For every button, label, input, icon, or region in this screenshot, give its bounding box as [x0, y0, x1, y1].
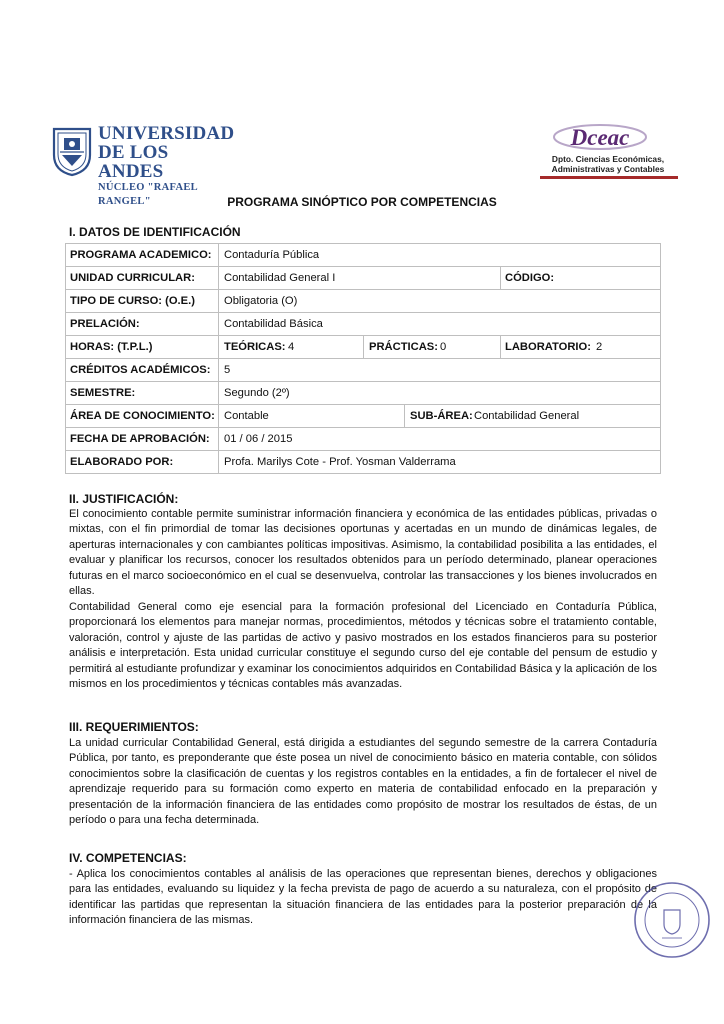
subarea-label: SUB-ÁREA: [410, 410, 473, 422]
row-horas [65, 335, 661, 358]
requerimientos-paragraph: La unidad curricular Contabilidad General, está dirigida a estudiantes del segundo semestre de la carrera Contaduría Pública, por tanto, es preponderante que éste posea un nivel de conocimiento básico en materia contable, con sólidos conocimientos sobre la clasificación de cuentas y los registros contables en la entidades, a fin de fortalecer el nivel de aprendizaje requerido para su formación como experto en materia de contabilidad enfocado en la preparación y presentación de la información financiera de las entidades como propósito de mostrar los resultados de éstas, de un período o para una fecha determinada. [69, 737, 657, 827]
department-mark: Dceac [570, 125, 630, 150]
elaborado-value: Profa. Marilys Cote - Prof. Yosman Valderrama [224, 456, 456, 468]
unidad-value: Contabilidad General I [224, 272, 336, 284]
university-seal-icon [50, 125, 94, 177]
area-value: Contable [224, 410, 269, 422]
department-logo [536, 126, 680, 180]
tipo-label: TIPO DE CURSO: (O.E.) [70, 295, 195, 307]
university-name-line1: UNIVERSIDAD [98, 123, 235, 144]
department-name-line1: Dpto. Ciencias Económicas, [551, 154, 665, 164]
horas-label: HORAS: (T.P.L.) [70, 341, 153, 353]
elaborado-label: ELABORADO POR: [70, 456, 174, 468]
row-area [65, 404, 661, 427]
area-label: ÁREA DE CONOCIMIENTO: [70, 410, 215, 422]
prelacion-label: PRELACIÓN: [70, 318, 140, 330]
row-tipo [65, 289, 661, 312]
row-semestre [65, 381, 661, 404]
unidad-label: UNIDAD CURRICULAR: [70, 272, 195, 284]
competencias-paragraph: - Aplica los conocimientos contables al análisis de las operaciones que representan bienes, derechos y obligaciones para las entidades, evaluando su liquidez y la fecha prevista de pago de acuerdo a su naturaleza, con el propósito de identificar las partidas que representan la situación financiera de las entidades para la posterior preparación de la información financiera de las mismas. [69, 868, 657, 927]
semestre-value: Segundo (2º) [224, 387, 290, 399]
programa-value: Contaduría Pública [224, 249, 320, 261]
row-programa [65, 243, 661, 266]
university-campus: NÚCLEO "RAFAEL RANGEL" [98, 182, 198, 207]
section-heading-requerimientos: III. REQUERIMIENTOS: [69, 720, 199, 734]
laboratorio-value: 2 [596, 341, 603, 353]
section-heading-competencias: IV. COMPETENCIAS: [69, 851, 187, 865]
row-creditos [65, 358, 661, 381]
practicas-value: 0 [440, 341, 447, 353]
programa-label: PROGRAMA ACADEMICO: [70, 249, 212, 261]
row-fecha [65, 427, 661, 450]
row-unidad [65, 266, 661, 289]
laboratorio-label: LABORATORIO: [505, 341, 591, 353]
department-underline [540, 176, 678, 179]
identification-table [65, 243, 661, 474]
row-elaborado [65, 450, 661, 474]
section-heading-identificacion: I. DATOS DE IDENTIFICACIÓN [69, 225, 241, 239]
row-prelacion [65, 312, 661, 335]
subarea-value: Contabilidad General [474, 410, 580, 422]
university-name-line2: DE LOS ANDES [98, 142, 169, 182]
tipo-value: Obligatoria (O) [224, 295, 298, 307]
section-heading-justificacion: II. JUSTIFICACIÓN: [69, 492, 179, 506]
justificacion-paragraph-2: Contabilidad General como eje esencial para la formación profesional del Licenciado en Contaduría Pública, proporcionará los elementos para manejar normas, procedimientos, métodos y técnicas sobre el tratamiento contable, valoración, control y ajuste de las partidas de activo y pasivo mostrados en los estados financieros para su posterior análisis e interpretación. Esta unidad curricular constituye el segundo curso del eje contable del pensum de estudio y permitirá al estudiante profundizar y examinar los conocimientos adquiridos en Contabilidad Básica y la aplicación de los mismos en los procedimientos y técnicas contables más avanzadas. [69, 601, 657, 691]
creditos-label: CRÉDITOS ACADÉMICOS: [70, 364, 211, 376]
creditos-value: 5 [224, 364, 231, 376]
university-logo [50, 122, 235, 207]
codigo-label: CÓDIGO: [505, 272, 555, 284]
fecha-label: FECHA DE APROBACIÓN: [70, 433, 210, 445]
department-name-line2: Administrativas y Contables [551, 164, 665, 174]
prelacion-value: Contabilidad Básica [224, 318, 323, 330]
fecha-value: 01 / 06 / 2015 [224, 433, 293, 445]
teoricas-value: 4 [288, 341, 295, 353]
semestre-label: SEMESTRE: [70, 387, 136, 399]
official-stamp-icon [632, 880, 712, 960]
justificacion-paragraph-1: El conocimiento contable permite suministrar información financiera y económica de las entidades públicas, privadas o mixtas, con el fin primordial de tomar las decisiones oportunas y acertadas en un mundo de dinámicas legales, de aperturas internacionales y con cambiantes políticas impositivas. Asimismo, la contabilidad posibilita a las entidades, el evaluar y planificar los recursos, conocer los resultados obtenidos para un período determinado, planear operaciones futuras en el marco socioeconómico en el cual se desenvuelva, controlar las transacciones y los bienes involucrados en ellas. [69, 508, 657, 598]
teoricas-label: TEÓRICAS: [224, 341, 286, 353]
document-title: PROGRAMA SINÓPTICO POR COMPETENCIAS [227, 195, 497, 209]
practicas-label: PRÁCTICAS: [369, 341, 438, 353]
